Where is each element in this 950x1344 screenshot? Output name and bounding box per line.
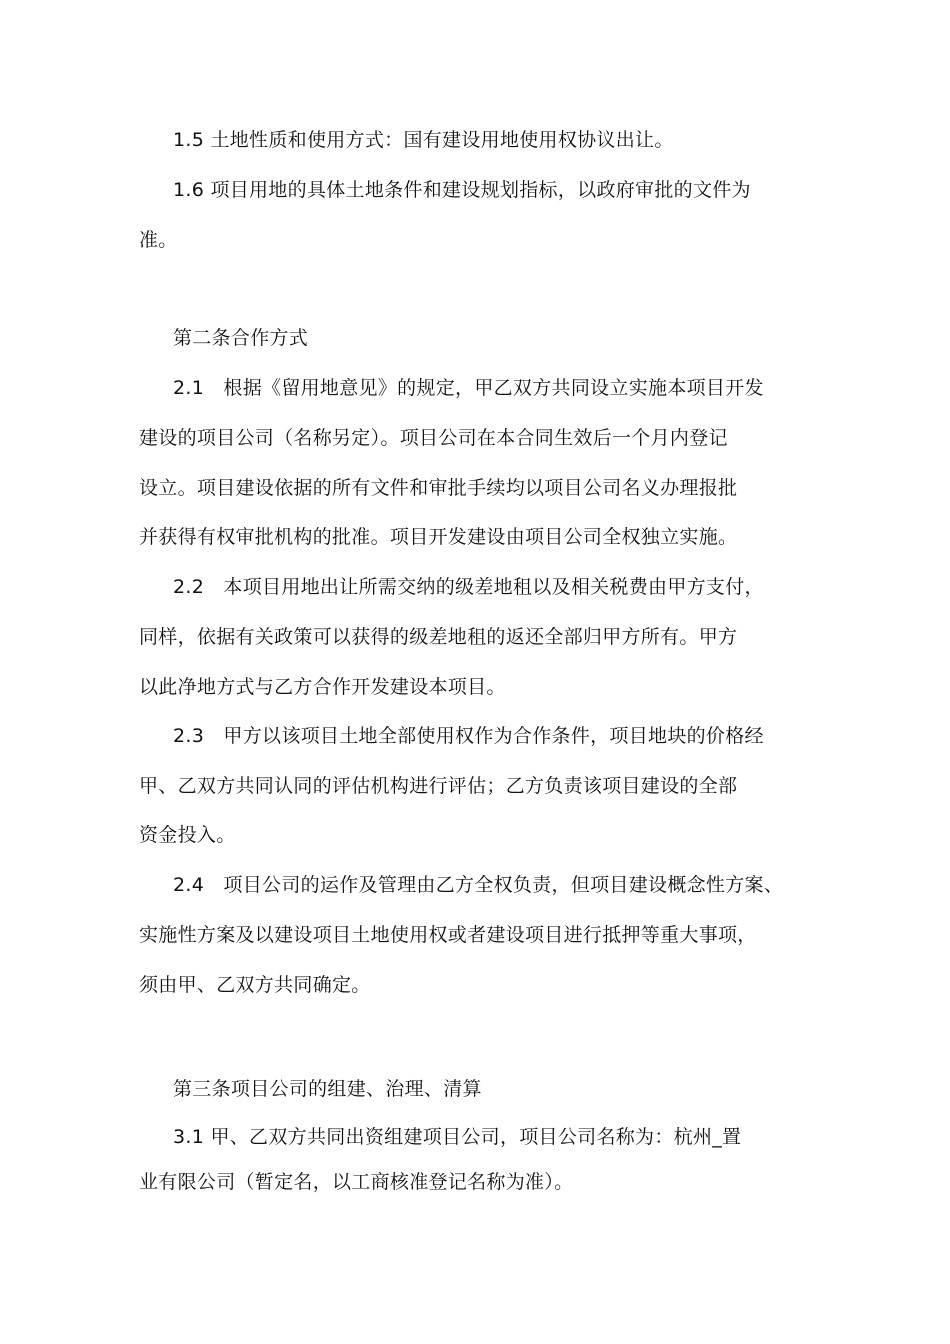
- section-heading-3: 第三条项目公司的组建、治理、清算: [173, 1078, 482, 1100]
- clause-2-3-continued: 资金投入。: [139, 824, 236, 846]
- clause-3-1: 3.1 甲、乙双方共同出资组建项目公司，项目公司名称为：杭州_置: [173, 1126, 742, 1148]
- clause-2-2-continued: 以此净地方式与乙方合作开发建设本项目。: [139, 676, 506, 698]
- section-heading-2: 第二条合作方式: [173, 327, 309, 349]
- clause-2-4: 2.4 项目公司的运作及管理由乙方全权负责，但项目建设概念性方案、: [173, 874, 784, 896]
- clause-2-1-continued: 设立。项目建设依据的所有文件和审批手续均以项目公司名义办理报批: [139, 477, 738, 499]
- clause-1-6-continued: 准。: [139, 229, 178, 251]
- clause-2-1: 2.1 根据《留用地意见》的规定，甲乙双方共同设立实施本项目开发: [173, 377, 764, 399]
- clause-2-3-continued: 甲、乙双方共同认同的评估机构进行评估；乙方负责该项目建设的全部: [139, 775, 738, 797]
- clause-2-3: 2.3 甲方以该项目土地全部使用权作为合作条件，项目地块的价格经: [173, 725, 764, 747]
- clause-2-1-continued: 并获得有权审批机构的批准。项目开发建设由项目公司全权独立实施。: [139, 526, 738, 548]
- clause-1-6: 1.6 项目用地的具体土地条件和建设规划指标，以政府审批的文件为: [173, 179, 751, 201]
- clause-2-1-continued: 建设的项目公司（名称另定）。项目公司在本合同生效后一个月内登记: [139, 427, 728, 449]
- clause-2-4-continued: 须由甲、乙双方共同确定。: [139, 974, 371, 996]
- clause-2-2-continued: 同样，依据有关政策可以获得的级差地租的返还全部归甲方所有。甲方: [139, 626, 738, 648]
- clause-2-2: 2.2 本项目用地出让所需交纳的级差地租以及相关税费由甲方支付，: [173, 576, 764, 598]
- clause-1-5: 1.5 土地性质和使用方式：国有建设用地使用权协议出让。: [173, 129, 674, 151]
- clause-2-4-continued: 实施性方案及以建设项目土地使用权或者建设项目进行抵押等重大事项，: [139, 924, 757, 946]
- clause-3-1-continued: 业有限公司（暂定名，以工商核准登记名称为准）。: [139, 1171, 574, 1193]
